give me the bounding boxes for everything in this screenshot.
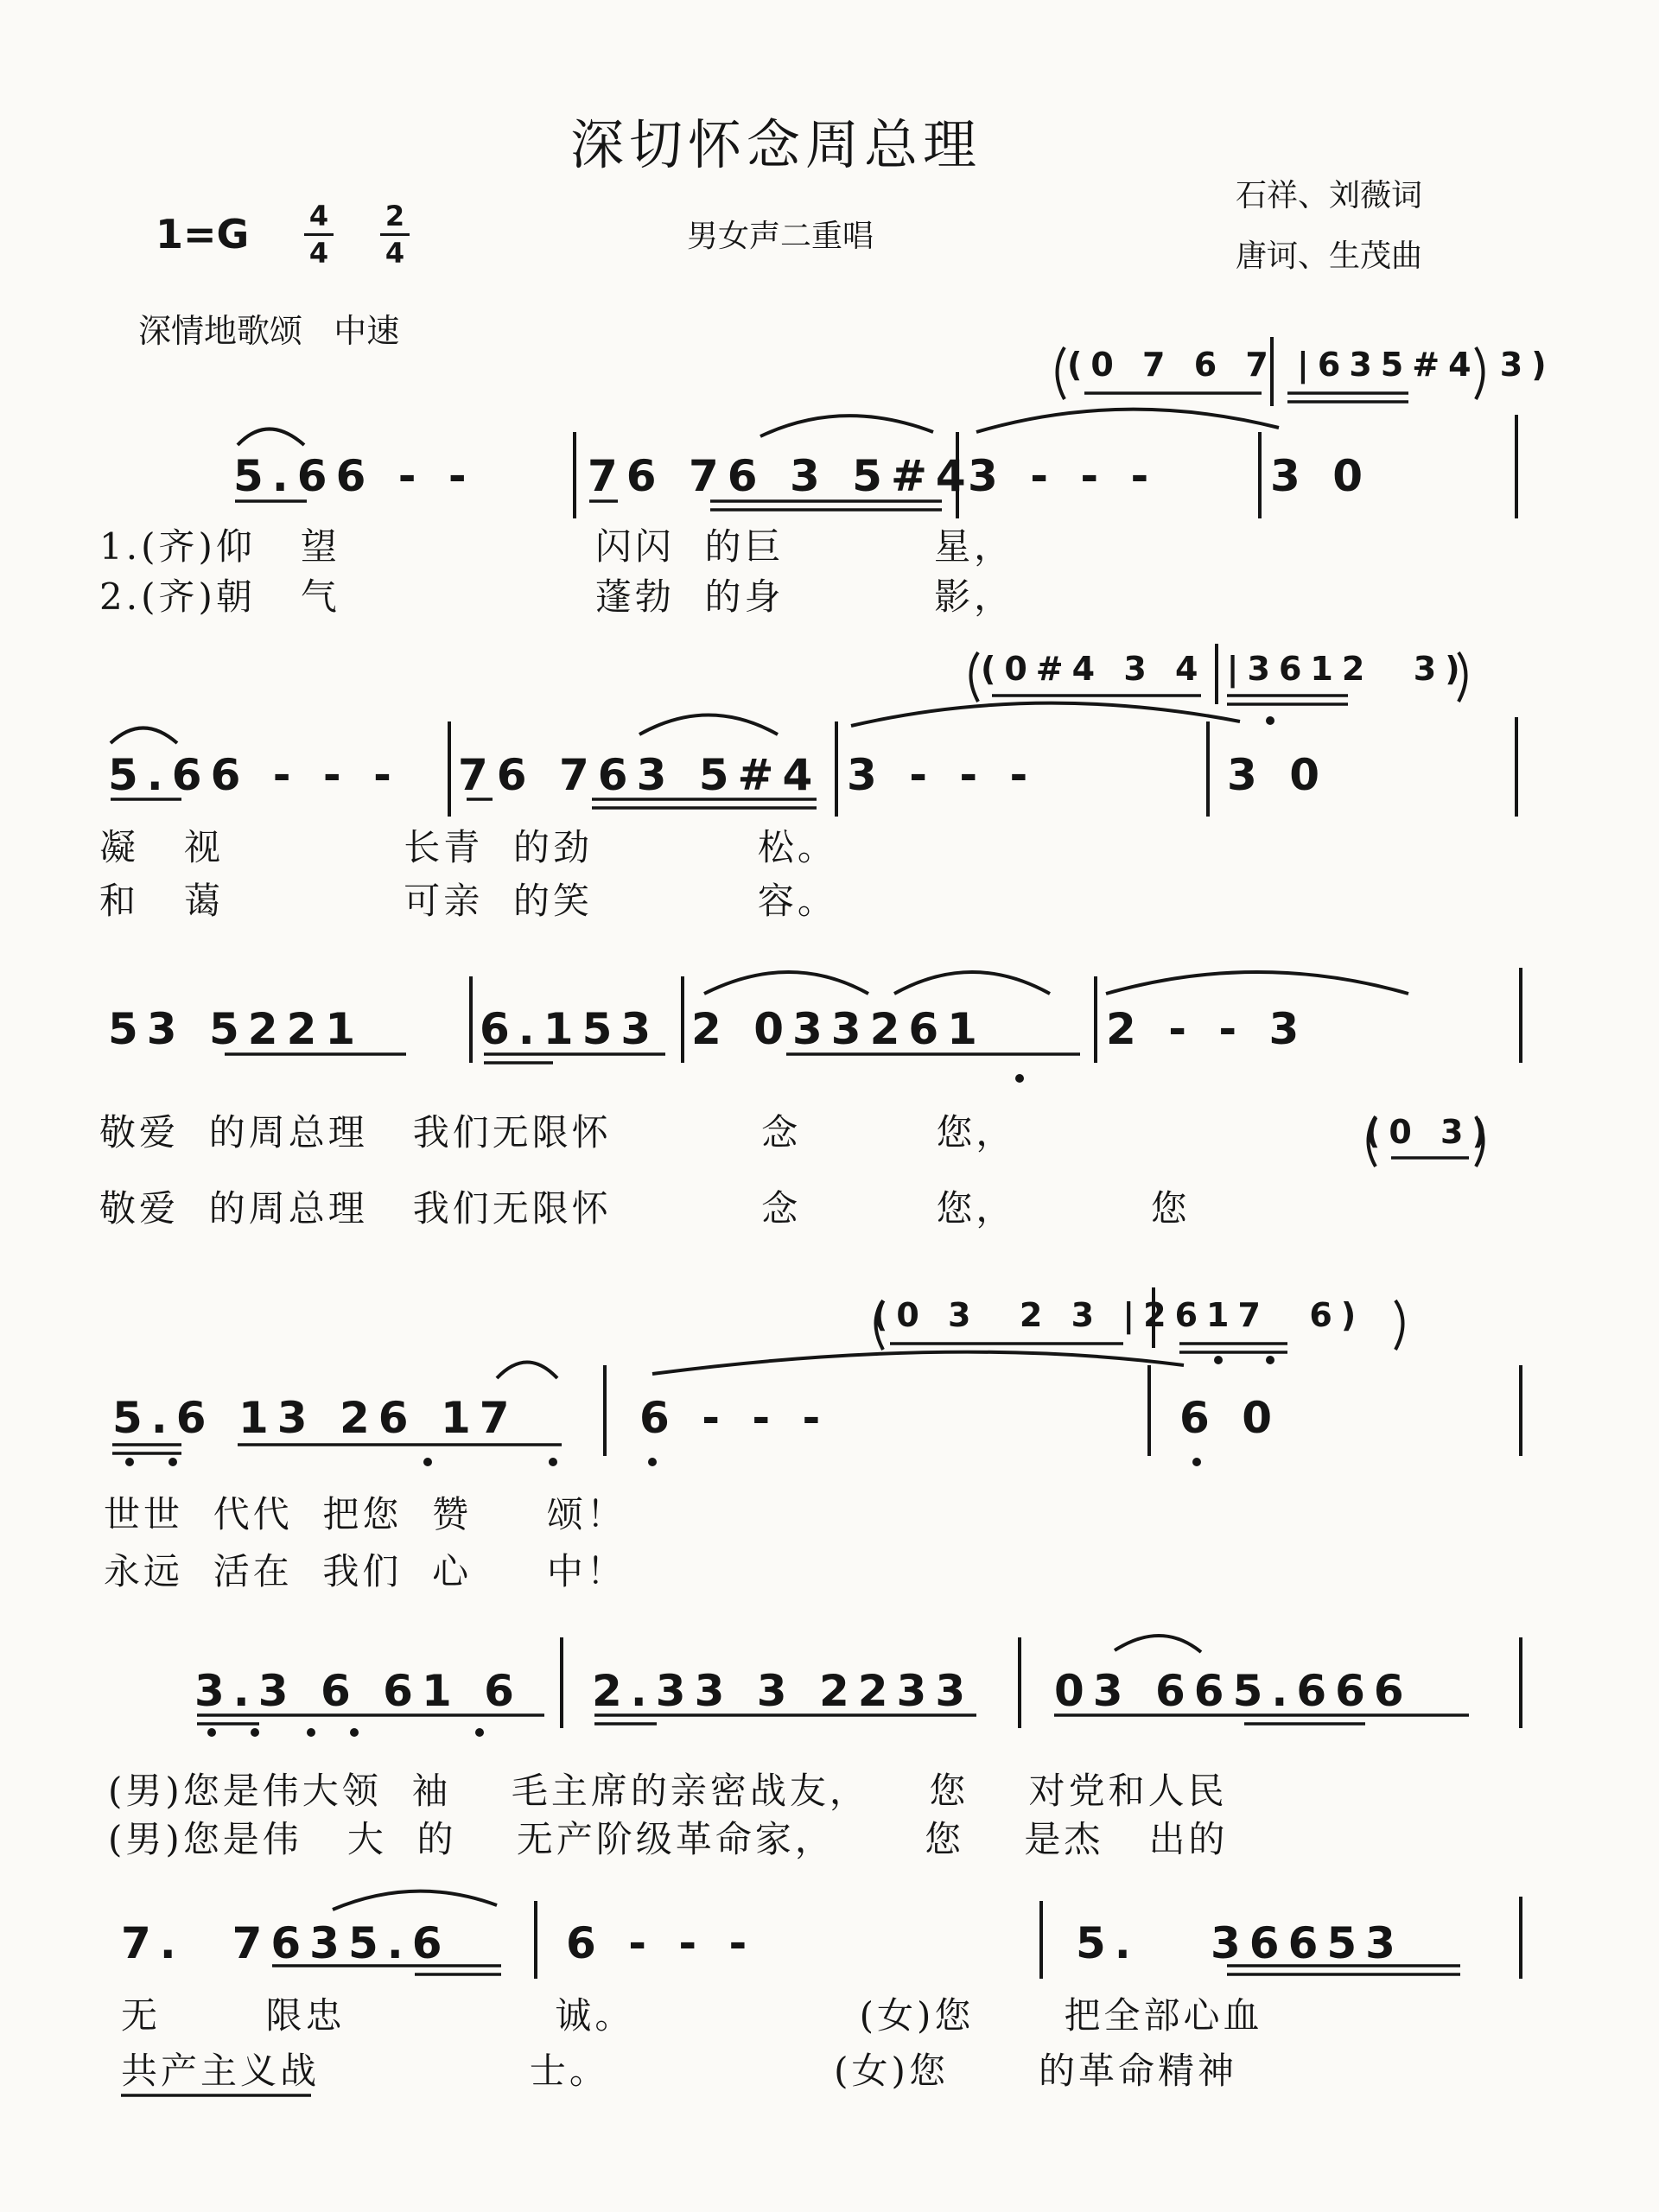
score-measure: 76 763 5#4 [458, 750, 822, 800]
time-signature-top: 4 [308, 200, 329, 232]
lyric-line: 敬爱 的周总理 我们无限怀 念 您， 您 [99, 1187, 1191, 1230]
lyric-line: 敬爱 的周总理 我们无限怀 念 您， [99, 1111, 1016, 1154]
composers-credit: 唐诃、生茂曲 [1236, 238, 1423, 274]
score-measure: 2 - - 3 [1106, 1004, 1308, 1054]
barlines [449, 337, 1521, 1979]
time-signature-top: 2 [385, 200, 405, 232]
brackets [876, 347, 1484, 1350]
score-measure: 3 - - - [968, 451, 1158, 501]
lyric-line: (男)您是伟大领 袖 毛主席的亲密战友， 您 对党和人民 [108, 1770, 1228, 1812]
intro-accompaniment-3: (0 3) [1365, 1113, 1496, 1151]
lyric-line: (男)您是伟 大 的 无产阶级革命家， 您 是杰 出的 [108, 1818, 1229, 1860]
octave-dots [125, 716, 1274, 1737]
lyric-line: 凝 视 长青 的劲 松。 [99, 826, 837, 868]
slurs [111, 410, 1408, 1910]
note-underlines [111, 393, 1469, 2095]
score-measure: 53 5221 [108, 1004, 365, 1054]
score-measure: 7. 7635.6 [121, 1918, 451, 1968]
tempo-marking: 深情地歌颂 中速 [138, 312, 400, 350]
subtitle: 男女声二重唱 [687, 219, 874, 254]
score-measure: 2.33 3 2233 [592, 1666, 975, 1716]
intro-accompaniment-4: (0 3 2 3 |2617 6) [873, 1296, 1365, 1334]
score-measure: 3 - - - [847, 750, 1037, 800]
score-measure: 6 - - - [639, 1393, 830, 1443]
score-measure: 5. 36653 [1076, 1918, 1404, 1968]
score-measure: 3 0 [1227, 750, 1328, 800]
song-title: 深切怀念周总理 [570, 113, 982, 176]
intro-accompaniment-2: (0#4 3 4 |3612 3) [981, 650, 1469, 688]
score-measure: 2 033261 [691, 1004, 986, 1054]
lyricists-credit: 石祥、刘薇词 [1236, 178, 1423, 213]
time-signature-bottom: 4 [308, 237, 329, 270]
time-signature-bottom: 4 [385, 237, 405, 270]
score-measure: 03 665.666 [1054, 1666, 1413, 1716]
lyric-line: 永远 活在 我们 心 中！ [104, 1550, 626, 1592]
lyric-line: 世世 代代 把您 赞 颂！ [104, 1493, 626, 1535]
score-measure: 3.3 6 61 6 [194, 1666, 523, 1716]
score-measure: 6 - - - [566, 1918, 756, 1968]
score-measure: 5.66 - - - [108, 750, 400, 800]
score-measure: 6.153 [480, 1004, 660, 1054]
lyric-line: 共产主义战 士。 (女)您 的革命精神 [121, 2050, 1238, 2092]
lyric-line: 2.(齐)朝 气 蓬勃 的身 影， [99, 575, 1014, 618]
lyric-line: 无 限忠 诚。 (女)您 把全部心血 [121, 1994, 1263, 2037]
score-measure: 76 76 3 5#4 [588, 451, 975, 501]
score-measure: 5.6 13 26 17 [112, 1393, 518, 1443]
key-signature: 1=G [156, 211, 250, 257]
intro-accompaniment-1: (0 7 6 7 |635#4 3) [1067, 346, 1555, 384]
score-measure: 3 0 [1270, 451, 1371, 501]
score-measure: 5.66 - - [233, 451, 475, 501]
score-measure: 6 0 [1179, 1393, 1281, 1443]
lyric-line: 和 蔼 可亲 的笑 容。 [99, 880, 837, 922]
lyric-line: 1.(齐)仰 望 闪闪 的巨 星， [99, 525, 1014, 568]
